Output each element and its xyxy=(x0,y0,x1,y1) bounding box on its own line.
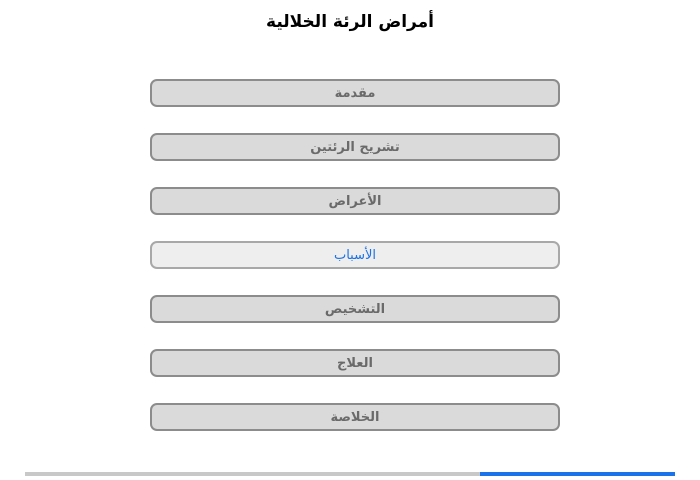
menu-item-causes[interactable]: الأسباب xyxy=(150,241,560,269)
menu-item-introduction[interactable]: مقدمة xyxy=(150,79,560,107)
progress-bar xyxy=(25,472,675,476)
menu-item-diagnosis[interactable]: التشخيص xyxy=(150,295,560,323)
progress-bar-fill xyxy=(480,472,675,476)
menu-item-lung-anatomy[interactable]: تشريح الرئتين xyxy=(150,133,560,161)
menu-item-symptoms[interactable]: الأعراض xyxy=(150,187,560,215)
menu-item-treatment[interactable]: العلاج xyxy=(150,349,560,377)
menu-item-summary[interactable]: الخلاصة xyxy=(150,403,560,431)
page-title: أمراض الرئة الخلالية xyxy=(266,12,434,32)
section-menu xyxy=(150,79,560,457)
